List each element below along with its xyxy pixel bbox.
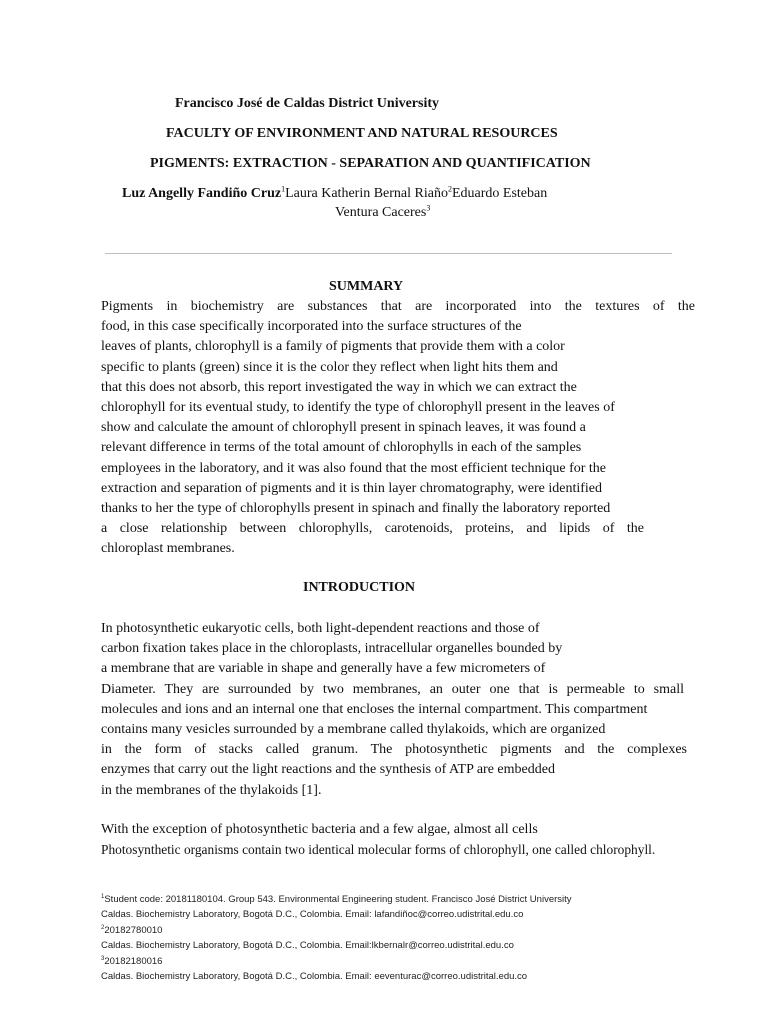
author-line-2 bbox=[335, 205, 430, 221]
footnote-1-mark: 1 bbox=[101, 893, 105, 900]
intro-line: Photosynthetic organisms contain two identical molecular forms of chlorophyll, one called chlorophyll. bbox=[101, 842, 656, 858]
footnote-2-mark: 2 bbox=[101, 924, 105, 931]
footnote-1-line-1 bbox=[101, 892, 572, 907]
intro-line: contains many vesicles surrounded by a membrane called thylakoids, which are organized bbox=[101, 721, 606, 737]
summary-line: specific to plants (green) since it is the color they reflect when light hits them and bbox=[101, 359, 558, 375]
author-2-mark: 2 bbox=[447, 184, 452, 194]
intro-line: carbon fixation takes place in the chloroplasts, intracellular organelles bounded by bbox=[101, 641, 563, 657]
footnote-3-mark: 3 bbox=[101, 955, 105, 962]
summary-line: employees in the laboratory, and it was also found that the most efficient technique for the bbox=[101, 460, 607, 476]
intro-line: in the membranes of the thylakoids [1]. bbox=[101, 782, 322, 798]
footnote-1-line-2: Caldas. Biochemistry Laboratory, Bogotá D.C., Colombia. Email: lafandiñoc@correo.udistrital.edu.co bbox=[101, 909, 524, 921]
author-1-name: Luz Angelly Fandiño Cruz bbox=[122, 186, 282, 201]
summary-line: Pigments in biochemistry are substances that are incorporated into the textures of the bbox=[101, 299, 695, 314]
summary-line: relevant difference in terms of the total amount of chlorophylls in each of the samples bbox=[101, 440, 582, 456]
footnote-2-line-2: Caldas. Biochemistry Laboratory, Bogotá D.C., Colombia. Email:lkbernalr@correo.udistrital.edu.co bbox=[101, 940, 514, 952]
footnote-1-text: Student code: 20181180104. Group 543. Environmental Engineering student. Francisco José District University bbox=[104, 894, 572, 905]
summary-line: food, in this case specifically incorporated into the surface structures of the bbox=[101, 319, 522, 335]
footnote-3-line-1 bbox=[101, 954, 572, 969]
intro-line: enzymes that carry out the light reactions and the synthesis of ATP are embedded bbox=[101, 762, 555, 778]
footnote-2-line-1 bbox=[101, 923, 572, 938]
summary-line: chlorophyll for its eventual study, to identify the type of chlorophyll present in the leaves of bbox=[101, 399, 615, 415]
summary-line: leaves of plants, chlorophyll is a family of pigments that provide them with a color bbox=[101, 339, 565, 355]
intro-line: Diameter. They are surrounded by two membranes, an outer one that is permeable to small bbox=[101, 681, 684, 697]
footnotes bbox=[101, 892, 572, 984]
author-1-mark: 1 bbox=[281, 184, 286, 194]
summary-line: that this does not absorb, this report investigated the way in which we can extract the bbox=[101, 379, 577, 395]
intro-line: With the exception of photosynthetic bacteria and a few algae, almost all cells bbox=[101, 822, 538, 837]
faculty-name: FACULTY OF ENVIRONMENT AND NATURAL RESOURCES bbox=[166, 126, 558, 141]
author-3-mark: 3 bbox=[426, 203, 431, 213]
introduction-heading: INTRODUCTION bbox=[303, 580, 416, 595]
university-name: Francisco José de Caldas District University bbox=[175, 96, 440, 111]
summary-line: a close relationship between chlorophylls, carotenoids, proteins, and lipids of the bbox=[101, 521, 644, 537]
intro-line: in the form of stacks called granum. The photosynthetic pigments and the complexes bbox=[101, 742, 687, 758]
footnote-2-text: 20182780010 bbox=[104, 924, 163, 936]
introduction-paragraph-2 bbox=[101, 820, 695, 860]
header-divider bbox=[105, 253, 672, 254]
introduction-paragraph-1 bbox=[101, 619, 695, 801]
paper-title: PIGMENTS: EXTRACTION - SEPARATION AND QUANTIFICATION bbox=[150, 156, 591, 171]
author-3-name-part1: Eduardo Esteban bbox=[451, 186, 548, 201]
intro-line: a membrane that are variable in shape and generally have a few micrometers of bbox=[101, 661, 546, 677]
author-3-name-part2: Ventura Caceres bbox=[335, 205, 427, 220]
footnote-3-text: 20182180016 bbox=[104, 955, 163, 967]
footnote-3-line-2: Caldas. Biochemistry Laboratory, Bogotá D.C., Colombia. Email: eeventurac@correo.udistrital.edu.co bbox=[101, 971, 528, 983]
summary-line: chloroplast membranes. bbox=[101, 541, 235, 557]
summary-paragraph bbox=[101, 297, 695, 559]
intro-line: In photosynthetic eukaryotic cells, both light-dependent reactions and those of bbox=[101, 621, 540, 636]
summary-line: thanks to her the type of chlorophylls present in spinach and finally the laboratory reported bbox=[101, 500, 611, 516]
summary-heading: SUMMARY bbox=[329, 279, 404, 294]
summary-line: extraction and separation of pigments and it is thin layer chromatography, were identified bbox=[101, 480, 602, 496]
intro-line: molecules and ions and an internal one that encloses the internal compartment. This compartment bbox=[101, 701, 648, 717]
author-line-1 bbox=[122, 186, 547, 202]
author-2-name: Laura Katherin Bernal Riaño bbox=[285, 186, 448, 201]
summary-line: show and calculate the amount of chlorophyll present in spinach leaves, it was found a bbox=[101, 420, 586, 436]
